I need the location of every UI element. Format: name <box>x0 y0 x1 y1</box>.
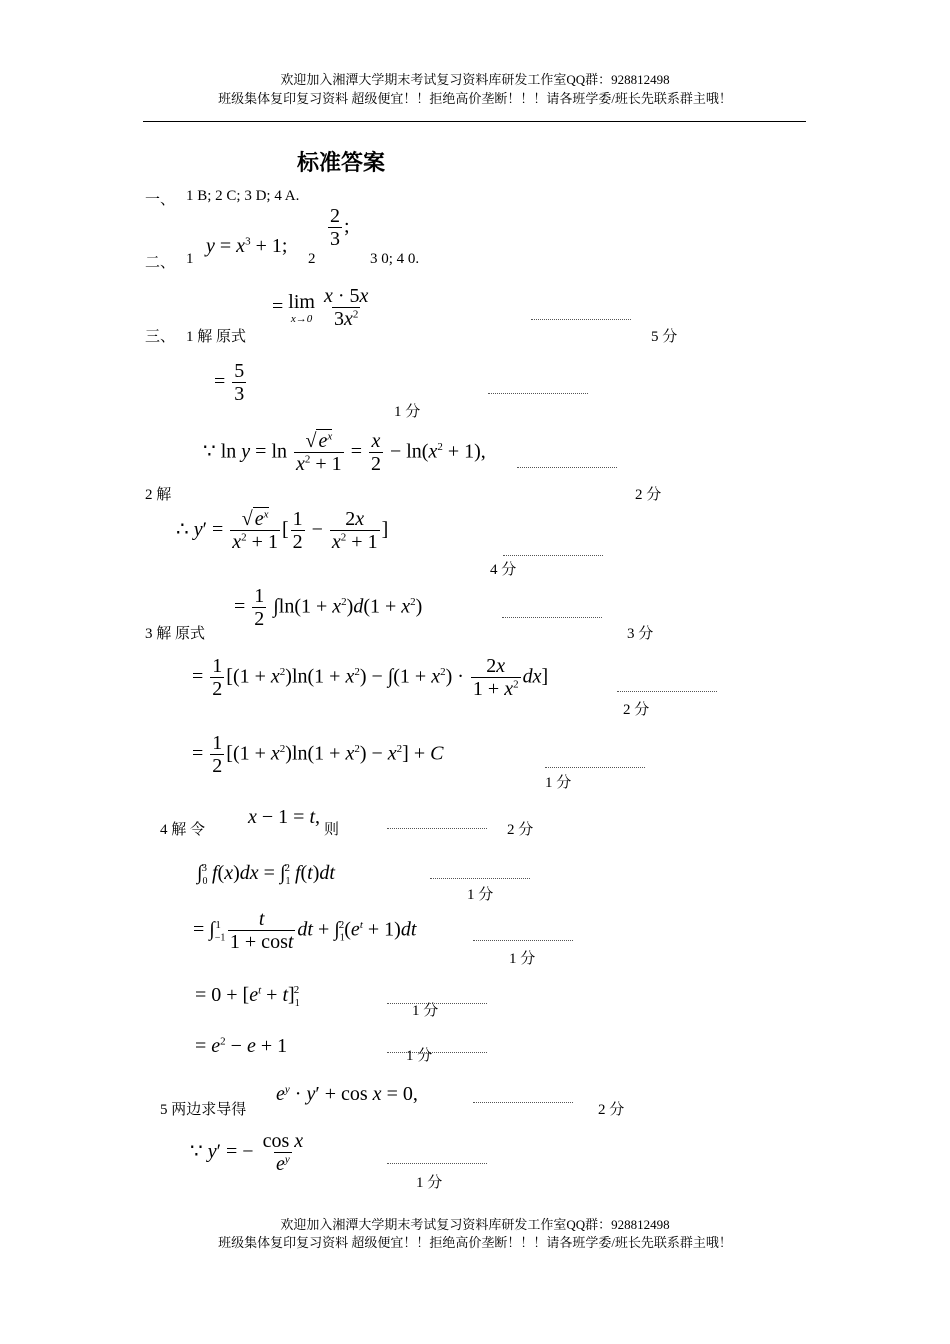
score-label: 1 分 <box>406 1048 433 1064</box>
dotted-leader <box>488 393 588 394</box>
dotted-leader <box>473 940 573 941</box>
formula-3-3b: = $\frac{1}{2}$ [$(1 + x^2)\ln(1 + x^2) - \int(1 + x^2)$ · $\frac{2x}{1 + x^2}$ dx] <box>192 655 549 700</box>
score-label: 2 分 <box>598 1102 625 1118</box>
score-label: 1 分 <box>509 951 536 967</box>
part-1-label: 1 解 原式 <box>186 329 247 345</box>
section-2-q2: 2 <box>308 251 316 267</box>
part-5-label: 5 两边求导得 <box>160 1102 247 1118</box>
formula-3-4b: $\int_0^3$ $f(x)dx = \int_1^2$ f(t)dt <box>197 862 335 887</box>
dotted-leader <box>517 467 617 468</box>
dotted-leader <box>545 767 645 768</box>
dotted-leader <box>387 1163 487 1164</box>
part-3-label: 3 解 原式 <box>145 626 206 642</box>
dotted-leader <box>387 1052 487 1053</box>
score-label: 2 分 <box>507 822 534 838</box>
formula-3-1b: = $\frac{5}{3}$ <box>214 360 245 405</box>
formula-2-2: $\frac{2}{3}$ ; <box>330 205 350 250</box>
formula-3-4c: = $\int_{-1}^1$ $\frac{t}{1 + \cos t}$ dt + $\int_1^2(e^t + 1)dt$ <box>193 908 417 953</box>
formula-3-4d: = $0 + [e^t + t]_1^2$ <box>195 984 300 1009</box>
section-1-answers: 1 B; 2 C; 3 D; 4 A. <box>186 188 300 204</box>
formula-3-1a: = lim x→0 $\frac{x \cdot 5x}{3x^2}$ <box>272 285 369 330</box>
score-label: 1 分 <box>467 887 494 903</box>
score-label: 2 分 <box>635 487 662 503</box>
dotted-leader <box>387 828 487 829</box>
header-line-1: 欢迎加入湘潭大学期末考试复习资料库研发工作室QQ群：928812498 <box>280 72 670 87</box>
formula-3-5b: ∵ y′ = − $\frac{\text{cos x}}{e^y}$ <box>190 1130 304 1175</box>
header-line-2: 班级集体复印复习资料 超级便宜！！拒绝高价垄断！！！请各班学委/班长先联系群主哦！ <box>218 91 732 106</box>
score-label: 4 分 <box>490 562 517 578</box>
header-rule <box>143 121 806 122</box>
score-label: 1 分 <box>416 1175 443 1191</box>
formula-3-4e: = $e^2 - e + 1$ <box>195 1035 288 1057</box>
section-2-rest: 3 0; 4 0. <box>370 251 420 267</box>
formula-3-3c: = $\frac{1}{2}$ $[(1 + x^2)\ln(1 + x^2) - x^2] + C$ <box>192 732 444 777</box>
dotted-leader <box>430 878 530 879</box>
section-2-q1: 1 <box>186 251 194 267</box>
formula-3-2a: ∵ ln y = ln $\frac{√ e^x}{x^2 + 1}$ = $\frac{x}{2}$ − $\ln(x^2 + 1)$, <box>203 430 486 475</box>
dotted-leader <box>503 555 603 556</box>
formula-3-3a: = $\frac{1}{2}$ $\int\ln(1 + x^2)d(1 + x^2)$ <box>234 585 423 630</box>
formula-2-1: $y = x^3 + 1$; <box>206 235 288 257</box>
formula-3-5a: $e^y \cdot y' + \cos x = 0$, <box>276 1083 418 1105</box>
formula-3-2b: ∴ y′ = $\frac{√ e^x}{x^2 + 1}$ [ $\frac{1}{2}$ − $\frac{2x}{x^2 + 1}$ ] <box>176 508 389 553</box>
score-label: 5 分 <box>651 329 678 345</box>
score-label: 1 分 <box>545 775 572 791</box>
section-2-label: 二、 <box>145 255 176 271</box>
footer-line-2: 班级集体复印复习资料 超级便宜！！拒绝高价垄断！！！请各班学委/班长先联系群主哦！ <box>218 1235 732 1250</box>
score-label: 3 分 <box>627 626 654 642</box>
part-2-label: 2 解 <box>145 487 172 503</box>
dotted-leader <box>473 1102 573 1103</box>
score-label: 1 分 <box>394 404 421 420</box>
section-3-label: 三、 <box>145 329 176 345</box>
section-1-label: 一、 <box>145 192 176 208</box>
formula-3-4a: x − 1 = t, <box>248 806 321 828</box>
dotted-leader <box>531 319 631 320</box>
part-4-then: 则 <box>324 822 340 838</box>
dotted-leader <box>502 617 602 618</box>
part-4-label: 4 解 令 <box>160 822 206 838</box>
score-label: 1 分 <box>412 1003 439 1019</box>
page-title: 标准答案 <box>297 151 386 176</box>
score-label: 2 分 <box>623 702 650 718</box>
dotted-leader <box>617 691 717 692</box>
footer-line-1: 欢迎加入湘潭大学期末考试复习资料库研发工作室QQ群：928812498 <box>280 1217 670 1232</box>
